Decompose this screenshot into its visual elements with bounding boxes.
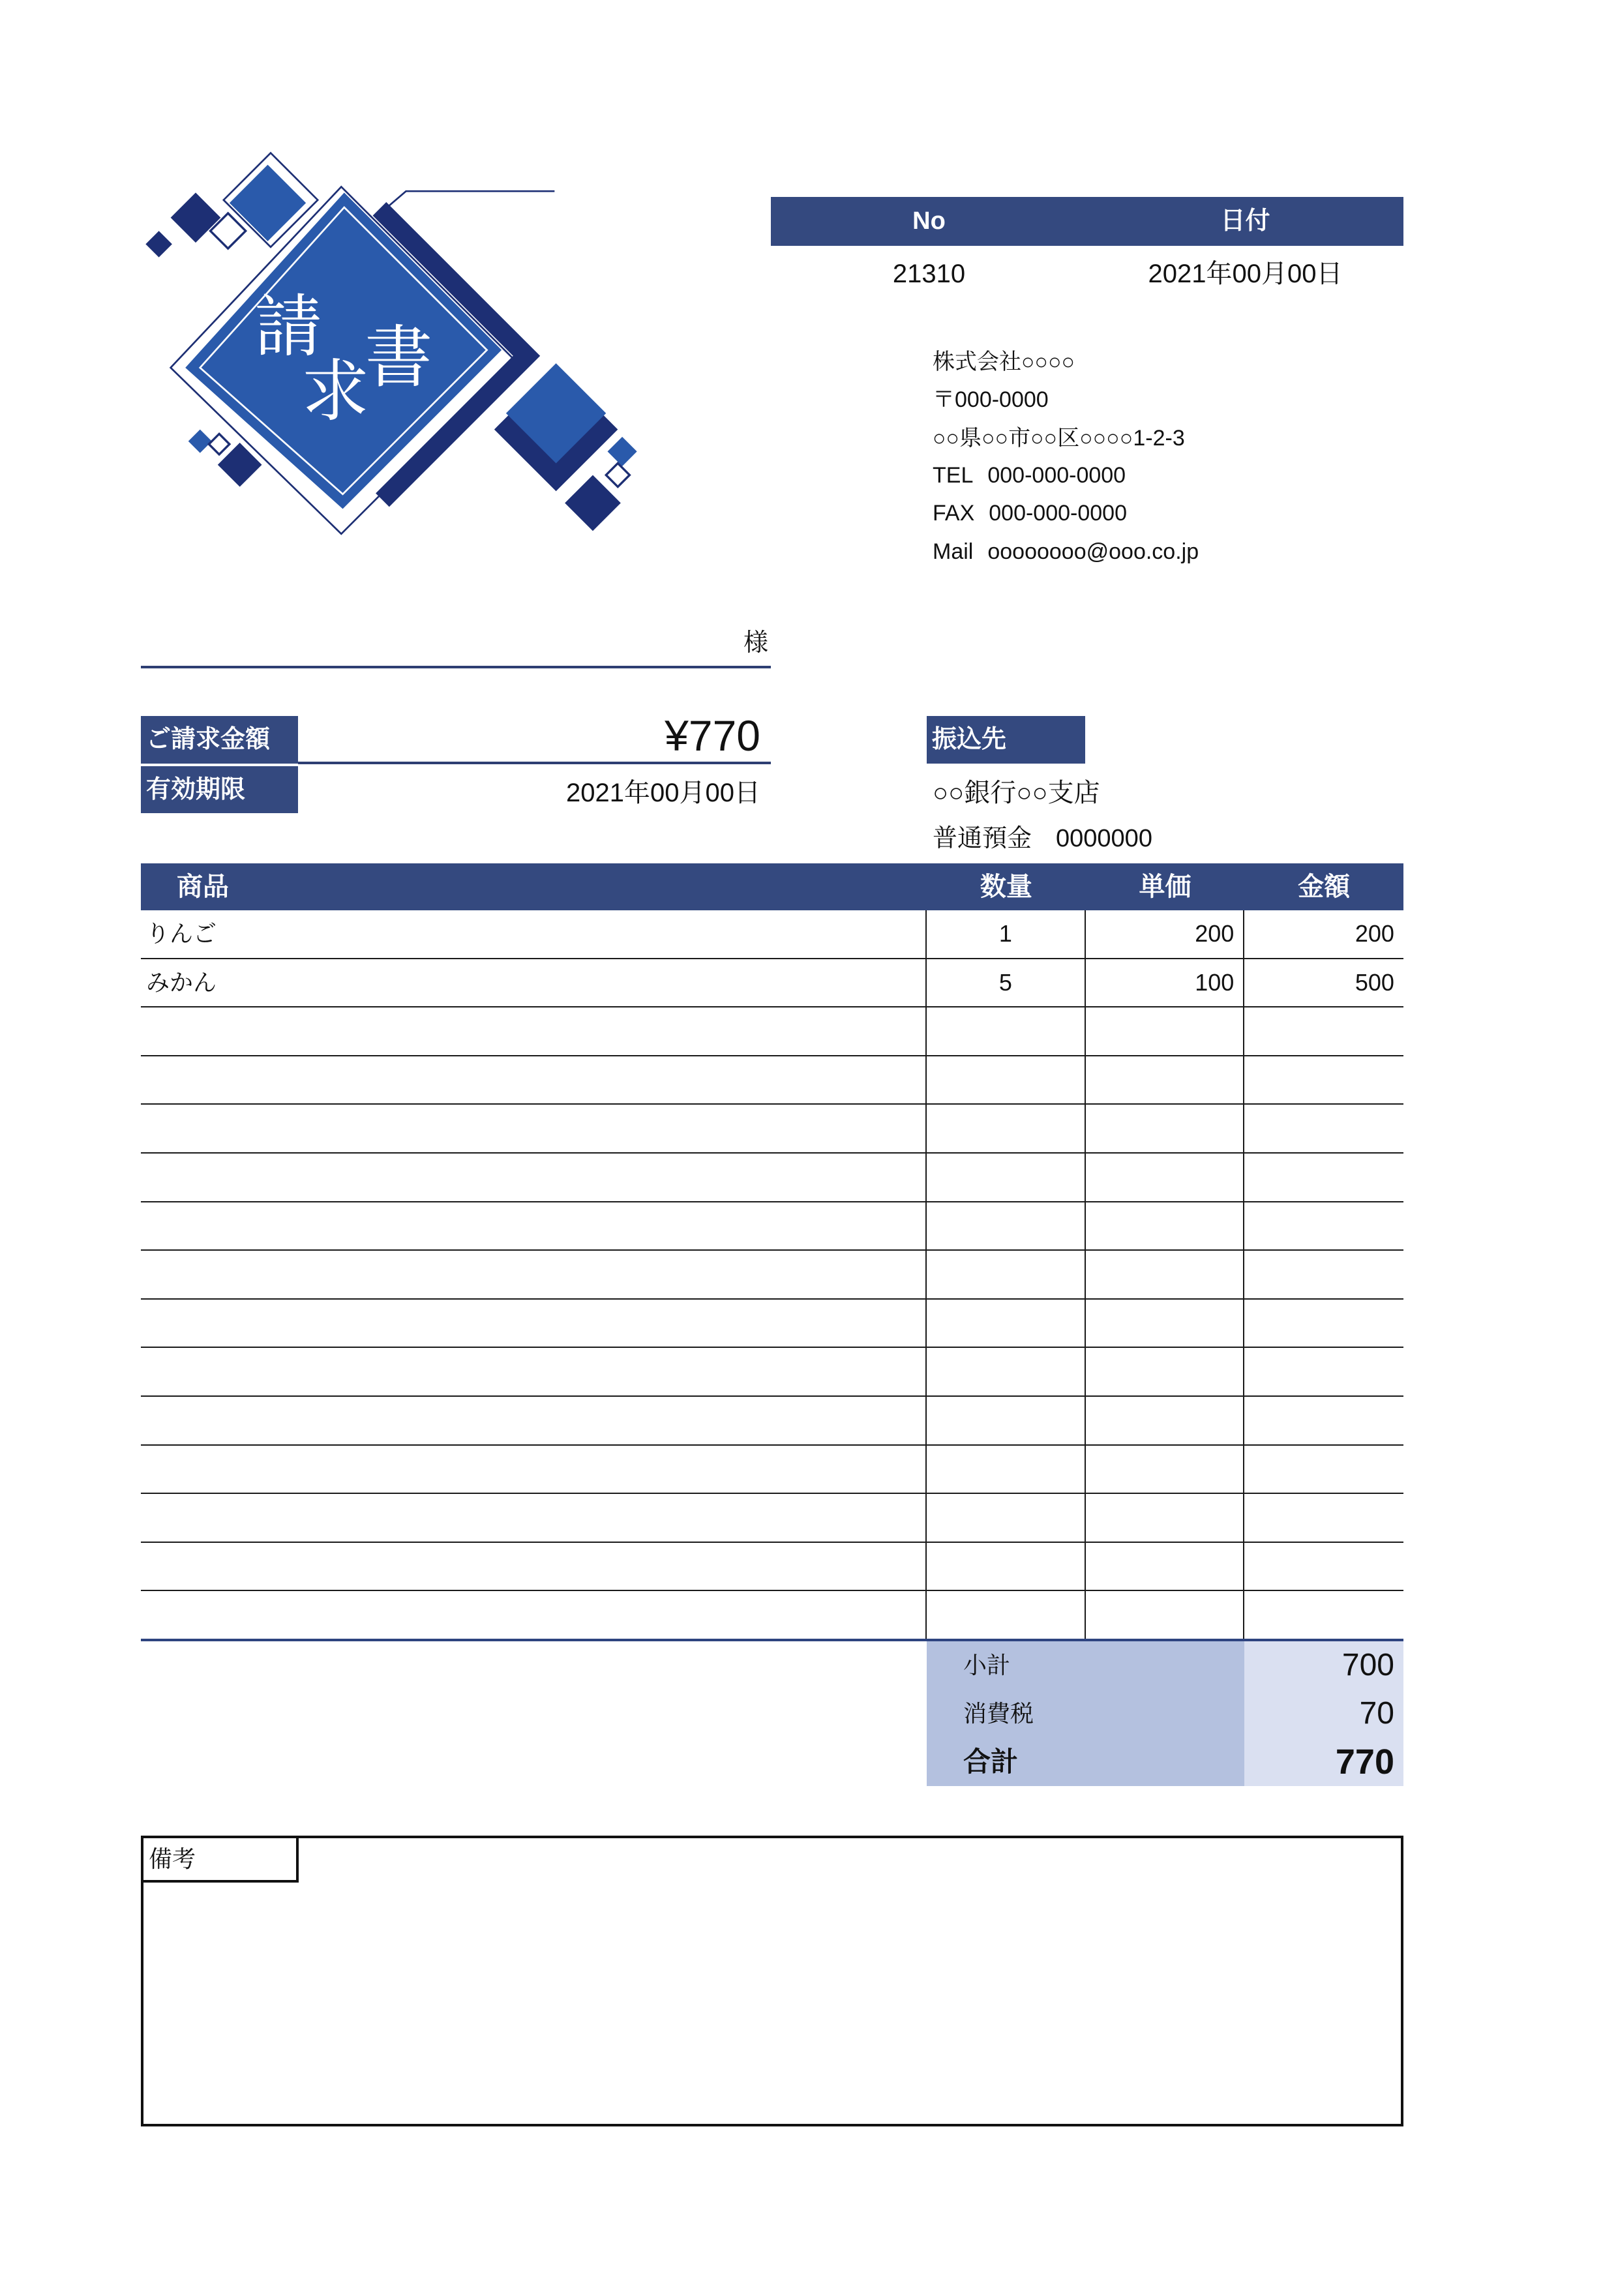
cell-amount <box>1244 1300 1403 1347</box>
cell-quantity <box>927 1348 1086 1395</box>
cell-quantity: 5 <box>927 959 1086 1007</box>
header-bar <box>771 197 1403 246</box>
logo-bl-white-diamond <box>209 434 230 455</box>
issuer-postal: 〒000-0000 <box>933 387 1049 412</box>
items-table-header <box>141 863 1403 910</box>
cell-amount <box>1244 1251 1403 1298</box>
table-row <box>141 910 1403 959</box>
cell-unit-price <box>1086 1007 1245 1055</box>
total-value: 770 <box>1244 1738 1403 1786</box>
cell-quantity <box>927 1543 1086 1590</box>
table-row <box>141 1446 1403 1495</box>
tax-label: 消費税 <box>927 1690 1244 1738</box>
cell-unit-price: 200 <box>1086 910 1245 958</box>
summary-subtotal-row <box>927 1641 1403 1690</box>
cell-item-name <box>141 1348 927 1395</box>
logo-title-char-2: 求 <box>301 355 370 430</box>
no-label: No <box>912 207 946 235</box>
issuer-company: 株式会社○○○○ <box>933 350 1075 374</box>
notes-label: 備考 <box>143 1838 299 1883</box>
summary-total-row <box>927 1738 1403 1786</box>
table-row <box>141 1007 1403 1056</box>
cell-amount <box>1244 1105 1403 1152</box>
cell-amount <box>1244 1154 1403 1201</box>
tel-label: TEL <box>933 463 974 488</box>
subtotal-value: 700 <box>1244 1641 1403 1690</box>
date-label: 日付 <box>1220 207 1270 235</box>
table-row <box>141 1202 1403 1251</box>
cell-unit-price <box>1086 1105 1245 1152</box>
table-row <box>141 1105 1403 1154</box>
cell-unit-price <box>1086 1300 1245 1347</box>
cell-amount <box>1244 1543 1403 1590</box>
table-row <box>141 1591 1403 1640</box>
cell-amount <box>1244 1446 1403 1493</box>
cell-amount <box>1244 1348 1403 1395</box>
issuer-tel <box>933 456 1126 494</box>
cell-unit-price <box>1086 1056 1245 1104</box>
logo-br-navy-diamond <box>565 475 621 531</box>
table-row <box>141 1348 1403 1397</box>
header-quantity: 数量 <box>980 872 1032 901</box>
logo-title-char-1: 請 <box>254 290 322 365</box>
header-values <box>771 251 1403 297</box>
invoice-date: 2021年00月00日 <box>1148 260 1343 288</box>
items-table-body <box>141 910 1403 1640</box>
header-amount: 金額 <box>1298 872 1351 901</box>
header-unit-price: 単価 <box>1139 872 1191 901</box>
cell-item-name <box>141 1154 927 1201</box>
invoice-logo <box>132 140 662 552</box>
fax-label: FAX <box>933 501 975 526</box>
logo-top-tiny-diamond <box>145 231 172 258</box>
cell-unit-price <box>1086 1591 1245 1639</box>
bank-account <box>933 820 1152 857</box>
cell-item-name <box>141 1251 927 1298</box>
total-label: 合計 <box>927 1738 1244 1786</box>
cell-item-name <box>141 1300 927 1347</box>
summary-tax-row <box>927 1690 1403 1738</box>
cell-item-name <box>141 1007 927 1055</box>
cell-quantity <box>927 1494 1086 1542</box>
table-row <box>141 1397 1403 1446</box>
cell-quantity <box>927 1251 1086 1298</box>
account-number: 0000000 <box>1056 825 1152 852</box>
cell-quantity <box>927 1300 1086 1347</box>
cell-quantity <box>927 1591 1086 1639</box>
cell-quantity <box>927 1056 1086 1104</box>
recipient-suffix: 様 <box>743 629 768 657</box>
bank-label: 振込先 <box>927 716 1085 764</box>
table-row <box>141 1300 1403 1349</box>
issuer-fax <box>933 494 1127 532</box>
cell-quantity <box>927 1105 1086 1152</box>
due-date: 2021年00月00日 <box>566 779 760 807</box>
bank-branch: ○○銀行○○支店 <box>933 779 1100 807</box>
cell-amount <box>1244 1397 1403 1444</box>
cell-quantity <box>927 1202 1086 1250</box>
cell-item-name <box>141 1202 927 1250</box>
cell-quantity: 1 <box>927 910 1086 958</box>
notes-box <box>141 1836 1403 2126</box>
cell-quantity <box>927 1397 1086 1444</box>
table-row <box>141 1251 1403 1300</box>
cell-unit-price <box>1086 1202 1245 1250</box>
due-date-label: 有効期限 <box>141 766 298 813</box>
fax-value: 000-000-0000 <box>989 501 1127 526</box>
subtotal-label: 小計 <box>927 1641 1244 1690</box>
billing-amount-label: ご請求金額 <box>141 716 298 764</box>
header-item-name: 商品 <box>177 872 229 901</box>
cell-amount <box>1244 1007 1403 1055</box>
cell-amount: 200 <box>1355 920 1394 947</box>
tax-value: 70 <box>1244 1690 1403 1738</box>
cell-item-name <box>141 1543 927 1590</box>
logo-br-white-diamond <box>606 463 629 486</box>
logo-br-blue-diamond <box>608 437 637 466</box>
cell-item-name: みかん <box>141 959 927 1007</box>
cell-quantity <box>927 1007 1086 1055</box>
logo-bl-blue-diamond <box>188 430 212 453</box>
cell-amount <box>1244 1591 1403 1639</box>
logo-title-char-3: 書 <box>365 321 433 396</box>
table-row <box>141 1543 1403 1592</box>
cell-amount <box>1244 1056 1403 1104</box>
cell-quantity <box>927 1154 1086 1201</box>
issuer-mail <box>933 533 1199 571</box>
tel-value: 000-000-0000 <box>987 463 1126 488</box>
issuer-address: ○○県○○市○○区○○○○1-2-3 <box>933 426 1185 451</box>
cell-item-name <box>141 1056 927 1104</box>
mail-value: oooooooo@ooo.co.jp <box>987 539 1199 564</box>
cell-unit-price <box>1086 1446 1245 1493</box>
recipient-underline <box>141 666 771 668</box>
cell-amount <box>1244 1494 1403 1542</box>
invoice-number: 21310 <box>892 260 966 288</box>
cell-item-name <box>141 1446 927 1493</box>
cell-item-name <box>141 1397 927 1444</box>
cell-quantity <box>927 1446 1086 1493</box>
table-row <box>141 1056 1403 1105</box>
cell-unit-price <box>1086 1251 1245 1298</box>
cell-item-name: りんご <box>141 910 927 958</box>
mail-label: Mail <box>933 539 974 564</box>
cell-unit-price <box>1086 1494 1245 1542</box>
cell-item-name <box>141 1494 927 1542</box>
table-row <box>141 1494 1403 1543</box>
table-row <box>141 959 1403 1008</box>
cell-item-name <box>141 1105 927 1152</box>
cell-item-name <box>141 1591 927 1639</box>
account-type: 普通預金 <box>933 825 1032 852</box>
summary-block <box>927 1641 1403 1786</box>
logo-top-line <box>385 191 554 209</box>
cell-unit-price: 100 <box>1086 959 1245 1007</box>
billing-amount: ¥770 <box>665 711 760 760</box>
cell-unit-price <box>1086 1154 1245 1201</box>
cell-unit-price <box>1086 1397 1245 1444</box>
table-row <box>141 1154 1403 1202</box>
cell-amount: 500 <box>1355 968 1394 996</box>
billing-amount-underline <box>298 762 771 764</box>
cell-unit-price <box>1086 1543 1245 1590</box>
cell-amount <box>1244 1202 1403 1250</box>
cell-unit-price <box>1086 1348 1245 1395</box>
